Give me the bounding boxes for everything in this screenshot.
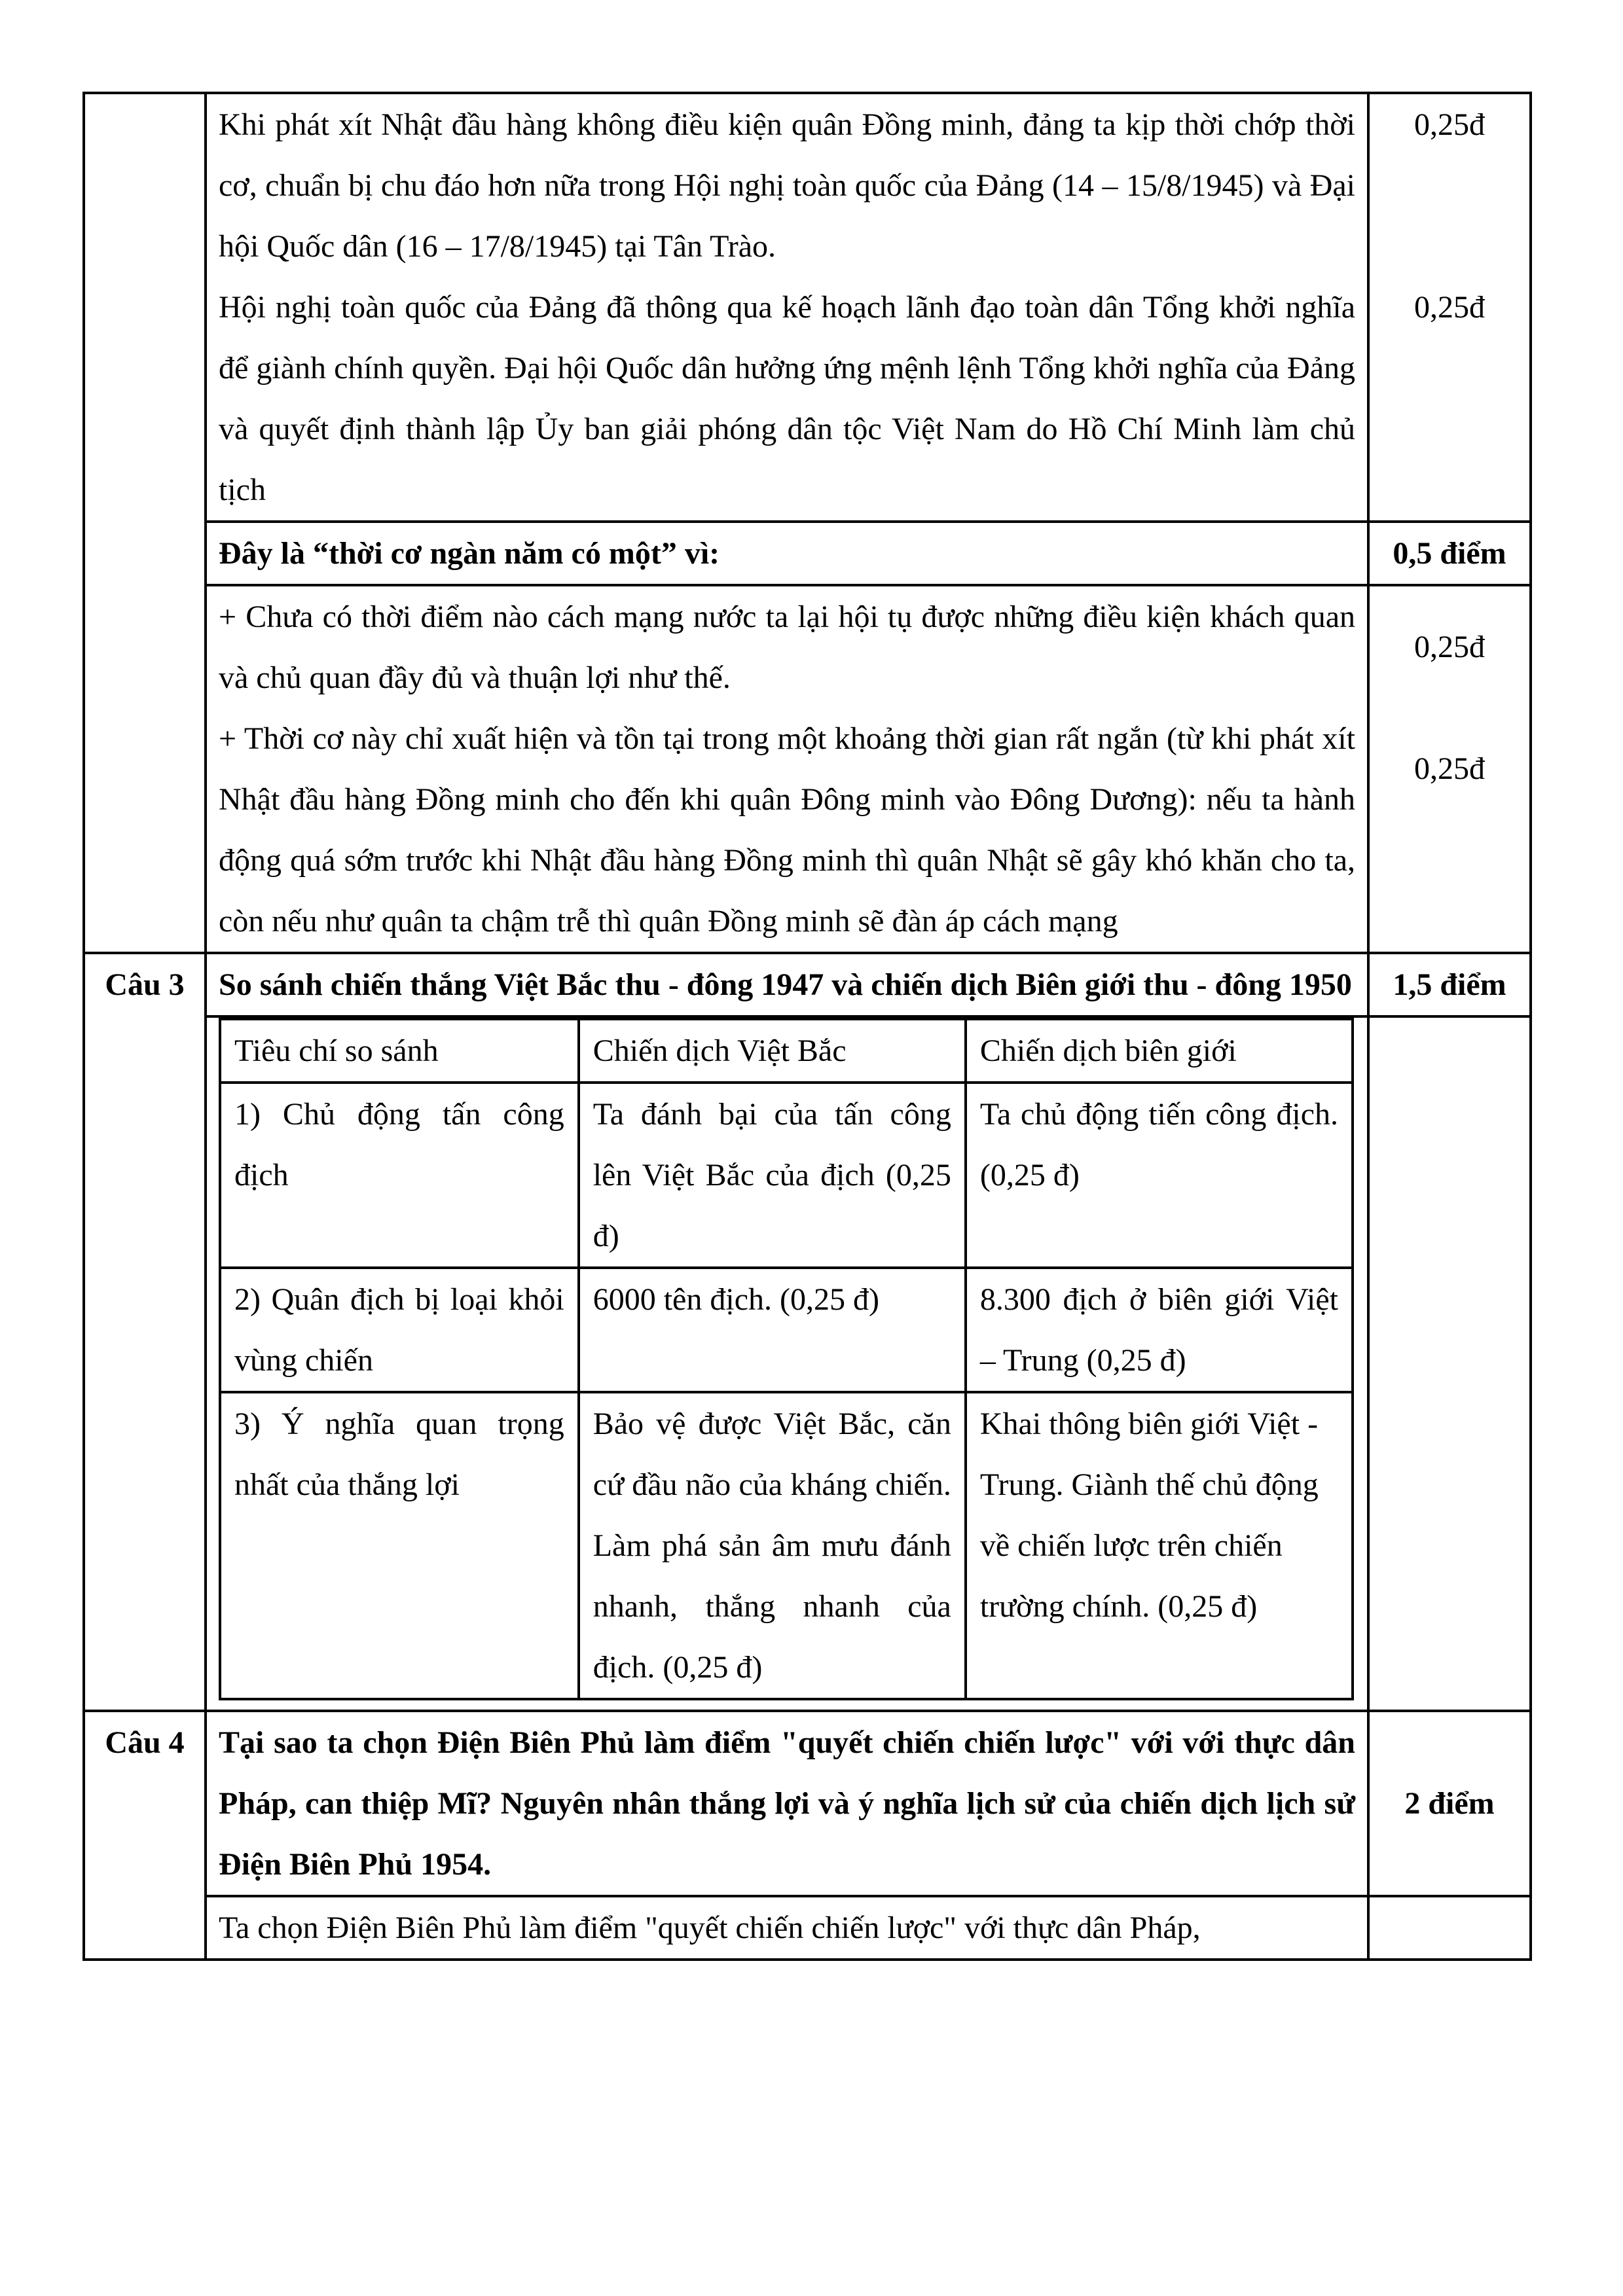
question-cell	[206, 1711, 1368, 1896]
bien-gioi-cell: Ta chủ động tiến công địch. (0,25 đ)	[966, 1083, 1353, 1268]
points-value: 0,5 điểm	[1393, 536, 1506, 571]
comparison-row	[220, 1083, 1353, 1268]
answer-key-page	[82, 92, 1529, 1961]
points-value: 0,25đ	[1414, 630, 1485, 664]
points-value: 0,25đ	[1414, 751, 1485, 786]
question-label-cell	[84, 1711, 206, 1960]
points-value: 1,5 điểm	[1393, 967, 1506, 1002]
comparison-row	[220, 1268, 1353, 1392]
viet-bac-cell: Bảo vệ được Việt Bắc, căn cứ đầu não của kháng chiến. Làm phá sản âm mưu đánh nhanh, thắng nhanh của địch. (0,25 đ)	[579, 1392, 966, 1699]
column-header: Chiến dịch biên giới	[966, 1019, 1353, 1083]
question-label-cell-empty	[84, 93, 206, 953]
points-cell	[1368, 585, 1531, 953]
question-label-cell	[84, 953, 206, 1711]
table-row	[84, 585, 1531, 953]
table-row	[84, 953, 1531, 1016]
table-row	[84, 1896, 1531, 1960]
answer-table	[82, 92, 1532, 1961]
question-cell	[206, 953, 1368, 1016]
table-row	[84, 1711, 1531, 1896]
points-value: 2 điểm	[1404, 1786, 1495, 1821]
points-cell	[1368, 1711, 1531, 1896]
content-cell	[206, 93, 1368, 522]
question-text: Tại sao ta chọn Điện Biên Phủ làm điểm "quyết chiến chiến lược" với với thực dân Pháp, can thiệp Mĩ? Nguyên nhân thắng lợi và ý nghĩa lịch sử của chiến dịch lịch sử Điện Biên Phủ 1954.	[219, 1725, 1355, 1882]
criteria-cell: 3) Ý nghĩa quan trọng nhất của thắng lợi	[220, 1392, 579, 1699]
question-text: So sánh chiến thắng Việt Bắc thu - đông 1947 và chiến dịch Biên giới thu - đông 1950	[219, 967, 1352, 1002]
comparison-cell	[206, 1016, 1368, 1711]
criteria-cell: 1) Chủ động tấn công địch	[220, 1083, 579, 1268]
points-value: 0,25đ	[1414, 290, 1485, 325]
paragraph: + Thời cơ này chỉ xuất hiện và tồn tại trong một khoảng thời gian rất ngắn (từ khi phát xít Nhật đầu hàng Đồng minh cho đến khi quân Đông minh vào Đông Dương): nếu ta hành động quá sớm trước khi Nhật đầu hàng Đồng minh thì quân Nhật sẽ gây khó khăn cho ta, còn nếu như quân ta chậm trễ thì quân Đồng minh sẽ đàn áp cách mạng	[219, 721, 1355, 939]
viet-bac-cell: 6000 tên địch. (0,25 đ)	[579, 1268, 966, 1392]
points-cell	[1368, 953, 1531, 1016]
content-cell	[206, 1896, 1368, 1960]
comparison-header-row	[220, 1019, 1353, 1083]
points-cell	[1368, 1016, 1531, 1711]
table-row	[84, 1016, 1531, 1711]
points-cell	[1368, 522, 1531, 585]
criteria-cell: 2) Quân địch bị loại khỏi vùng chiến	[220, 1268, 579, 1392]
content-cell	[206, 585, 1368, 953]
paragraph: Hội nghị toàn quốc của Đảng đã thông qua kế hoạch lãnh đạo toàn dân Tổng khởi nghĩa để giành chính quyền. Đại hội Quốc dân hưởng ứng mệnh lệnh Tổng khởi nghĩa của Đảng và quyết định thành lập Ủy ban giải phóng dân tộc Việt Nam do Hồ Chí Minh làm chủ tịch	[219, 290, 1355, 507]
points-cell	[1368, 1896, 1531, 1960]
comparison-row	[220, 1392, 1353, 1699]
bien-gioi-cell: Khai thông biên giới Việt - Trung. Giành thế chủ động về chiến lược trên chiến trường chính. (0,25 đ)	[966, 1392, 1353, 1699]
question-label: Câu 3	[105, 967, 185, 1002]
table-row	[84, 93, 1531, 522]
question-label: Câu 4	[105, 1725, 185, 1760]
points-value: 0,25đ	[1414, 107, 1485, 142]
bien-gioi-cell: 8.300 địch ở biên giới Việt – Trung (0,25 đ)	[966, 1268, 1353, 1392]
paragraph: Khi phát xít Nhật đầu hàng không điều kiện quân Đồng minh, đảng ta kịp thời chớp thời cơ, chuẩn bị chu đáo hơn nữa trong Hội nghị toàn quốc của Đảng (14 – 15/8/1945) và Đại hội Quốc dân (16 – 17/8/1945) tại Tân Trào.	[219, 107, 1355, 264]
section-heading: Đây là “thời cơ ngàn năm có một” vì:	[219, 536, 720, 571]
points-cell	[1368, 93, 1531, 522]
paragraph: Ta chọn Điện Biên Phủ làm điểm "quyết chiến chiến lược" với thực dân Pháp,	[219, 1910, 1201, 1945]
table-row	[84, 522, 1531, 585]
viet-bac-cell: Ta đánh bại của tấn công lên Việt Bắc của địch (0,25 đ)	[579, 1083, 966, 1268]
column-header: Tiêu chí so sánh	[220, 1019, 579, 1083]
column-header: Chiến dịch Việt Bắc	[579, 1019, 966, 1083]
paragraph: + Chưa có thời điểm nào cách mạng nước ta lại hội tụ được những điều kiện khách quan và chủ quan đầy đủ và thuận lợi như thế.	[219, 600, 1355, 695]
comparison-table	[219, 1018, 1354, 1700]
content-cell	[206, 522, 1368, 585]
